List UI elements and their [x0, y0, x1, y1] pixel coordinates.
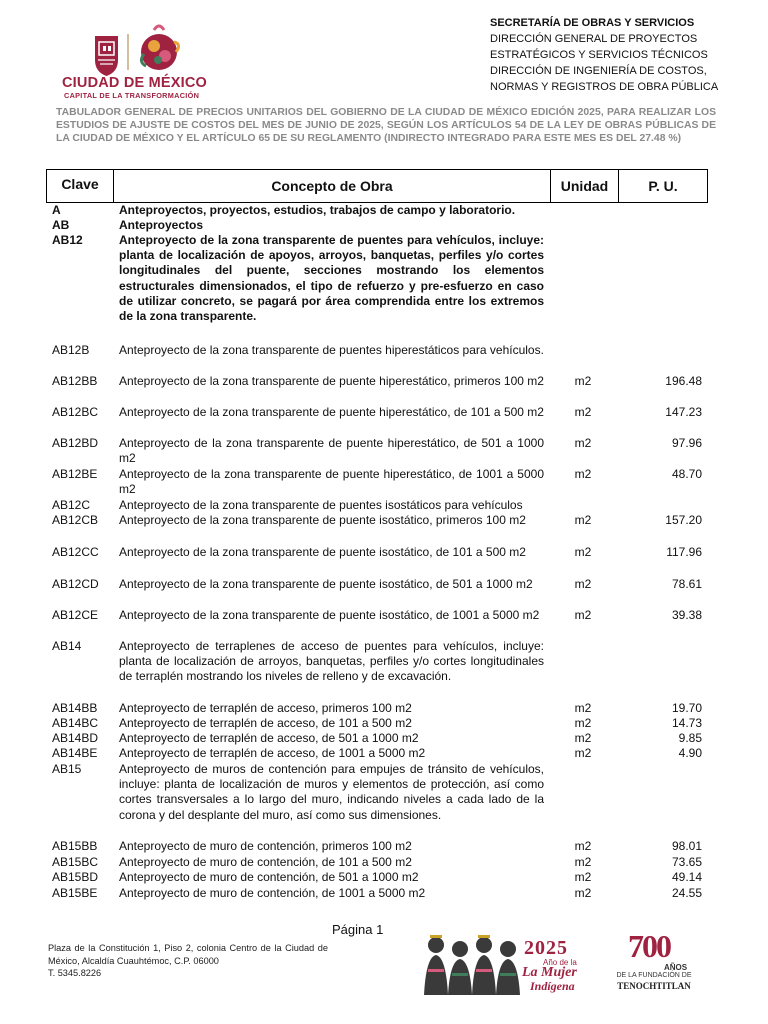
row-pu: 157.20 — [665, 513, 702, 527]
row-clave: AB12BD — [52, 436, 99, 450]
row-concepto: Anteproyectos — [119, 218, 204, 232]
row-unidad: m2 — [574, 545, 592, 559]
row-clave: AB12CB — [52, 513, 99, 527]
row-clave: AB14BB — [52, 701, 98, 715]
row-unidad: m2 — [574, 746, 592, 760]
row-unidad: m2 — [574, 731, 592, 745]
row-concepto: Anteproyecto de muro de contención, de 101 a 500 m2 — [119, 855, 412, 869]
row-unidad: m2 — [574, 886, 592, 900]
column-header-unidad: Unidad — [551, 170, 619, 202]
row-clave: AB14 — [52, 639, 82, 653]
row-pu: 78.61 — [671, 577, 702, 591]
tenochtitlan-name: TENOCHTITLAN — [617, 981, 691, 991]
row-pu: 147.23 — [665, 405, 702, 419]
row-concepto: Anteproyecto de la zona transparente de puente isostático, de 501 a 1000 m2 — [119, 577, 533, 591]
row-clave: AB12CD — [52, 577, 99, 591]
row-concepto: Anteproyecto de muro de contención, primeros 100 m2 — [119, 839, 412, 853]
row-pu: 14.73 — [671, 716, 702, 730]
row-unidad: m2 — [574, 467, 592, 481]
row-pu: 196.48 — [665, 374, 702, 388]
logo-2025-indigena: Indígena — [530, 979, 575, 993]
row-clave: AB12CC — [52, 545, 99, 559]
row-clave: AB14BD — [52, 731, 99, 745]
row-clave: AB12B — [52, 343, 90, 357]
row-unidad: m2 — [574, 608, 592, 622]
row-clave: AB15BB — [52, 839, 98, 853]
row-concepto: Anteproyecto de muro de contención, de 1001 a 5000 m2 — [119, 886, 426, 900]
page-number: Página 1 — [332, 922, 384, 937]
row-concepto: Anteproyecto de terraplén de acceso, primeros 100 m2 — [119, 701, 412, 715]
row-concepto: Anteproyecto de la zona transparente de puentes para vehículos, incluye: planta de localización de apoyos, arroyos, banquetas, perfiles y/o cortes longitudinales del puente, secciones mostrando los elementos estructurales dimensionados, el tipo de refuerzo y pre-esfuerzo en caso de utilizar concreto, se pagará por área comprendida entre los extremos de la zona transparente. — [119, 233, 544, 324]
tenochtitlan-fundacion: DE LA FUNDACIÓN DE — [616, 972, 692, 979]
logo-2025-mujer: La Mujer — [522, 965, 577, 980]
row-clave: AB15 — [52, 762, 82, 776]
logo-tagline: CAPITAL DE LA TRANSFORMACIÓN — [64, 91, 200, 100]
row-unidad: m2 — [574, 513, 592, 527]
phone-text: T. 5345.8226 — [48, 968, 102, 978]
row-clave: AB12 — [52, 233, 83, 247]
row-unidad: m2 — [574, 436, 592, 450]
row-pu: 19.70 — [671, 701, 702, 715]
row-concepto: Anteproyecto de terraplenes de acceso de puentes para vehículos, incluye: planta de localización de arroyos, banquetas, perfiles y/o cortes longitudinales de terraplén mostrando los niveles de relleno y de excavación. — [119, 639, 544, 684]
row-pu: 49.14 — [671, 870, 702, 884]
row-pu: 73.65 — [671, 855, 702, 869]
row-clave: AB14BC — [52, 716, 99, 730]
row-clave: AB12BE — [52, 467, 98, 481]
row-unidad: m2 — [574, 701, 592, 715]
row-clave: AB15BC — [52, 855, 99, 869]
row-concepto: Anteproyecto de la zona transparente de puente hiperestático, primeros 100 m2 — [119, 374, 544, 388]
row-pu: 97.96 — [671, 436, 702, 450]
row-concepto: Anteproyecto de terraplén de acceso, de 101 a 500 m2 — [119, 716, 412, 730]
tenochtitlan-700-number: 700 — [628, 928, 670, 964]
logo-2025-ano: Año de la — [543, 958, 577, 967]
row-concepto: Anteproyecto de terraplén de acceso, de 1001 a 5000 m2 — [119, 746, 426, 760]
indigenous-women-illustration — [418, 925, 530, 995]
row-clave: AB — [52, 218, 70, 232]
row-pu: 9.85 — [678, 731, 702, 745]
header-line: DIRECCIÓN DE INGENIERÍA DE COSTOS, — [490, 65, 707, 77]
row-concepto: Anteproyecto de la zona transparente de puente isostático, de 1001 a 5000 m2 — [119, 608, 540, 622]
row-pu: 98.01 — [671, 839, 702, 853]
row-concepto: Anteproyecto de muros de contención para empujes de tránsito de vehículos, incluye: planta de localización de muros y elementos de protección, así como cortes transversales a lo largo del muro, indicando niveles a cada lado de la corona y del desplante del muro, así como sus dimensiones. — [119, 762, 544, 822]
row-unidad: m2 — [574, 374, 592, 388]
row-unidad: m2 — [574, 870, 592, 884]
row-concepto: Anteproyecto de la zona transparente de puentes isostáticos para vehículos — [119, 498, 523, 512]
header-line: NORMAS Y REGISTROS DE OBRA PÚBLICA — [490, 81, 719, 93]
header-line: DIRECCIÓN GENERAL DE PROYECTOS — [490, 33, 698, 45]
address-text: Plaza de la Constitución 1, Piso 2, colonia Centro de la Ciudad de México, Alcaldía Cuauhtémoc, C.P. 06000 — [48, 943, 328, 966]
row-unidad: m2 — [574, 716, 592, 730]
row-unidad: m2 — [574, 577, 592, 591]
row-pu: 48.70 — [671, 467, 702, 481]
row-clave: AB15BD — [52, 870, 99, 884]
secretaria-title: SECRETARÍA DE OBRAS Y SERVICIOS — [490, 17, 695, 29]
row-pu: 39.38 — [671, 608, 702, 622]
row-clave: AB12C — [52, 498, 91, 512]
row-concepto: Anteproyecto de la zona transparente de puente hiperestático, de 101 a 500 m2 — [119, 405, 544, 419]
row-concepto: Anteproyecto de la zona transparente de puente hiperestático, de 501 a 1000 m2 — [119, 436, 544, 466]
column-header-pu: P. U. — [648, 178, 678, 194]
row-clave: AB15BE — [52, 886, 98, 900]
row-concepto: Anteproyectos, proyectos, estudios, trabajos de campo y laboratorio. — [119, 203, 516, 217]
row-clave: AB12BB — [52, 374, 98, 388]
row-concepto: Anteproyecto de la zona transparente de puente isostático, primeros 100 m2 — [119, 513, 526, 527]
row-pu: 117.96 — [666, 545, 702, 559]
row-unidad: m2 — [574, 839, 592, 853]
header-line: ESTRATÉGICOS Y SERVICIOS TÉCNICOS — [490, 49, 708, 61]
row-concepto: Anteproyecto de terraplén de acceso, de 501 a 1000 m2 — [119, 731, 419, 745]
row-unidad: m2 — [574, 855, 592, 869]
row-clave: AB14BE — [52, 746, 98, 760]
logo-name: CIUDAD DE MÉXICO — [62, 75, 207, 91]
row-clave: AB12CE — [52, 608, 99, 622]
row-pu: 4.90 — [678, 746, 702, 760]
column-header-concepto: Concepto de Obra — [114, 170, 551, 202]
logo-2025-year: 2025 — [524, 937, 568, 959]
row-clave: A — [52, 203, 61, 217]
row-pu: 24.55 — [671, 886, 702, 900]
row-concepto: Anteproyecto de muro de contención, de 501 a 1000 m2 — [119, 870, 419, 884]
row-concepto: Anteproyecto de la zona transparente de puente hiperestático, de 1001 a 5000 m2 — [119, 467, 544, 497]
document-intro: TABULADOR GENERAL DE PRECIOS UNITARIOS DEL GOBIERNO DE LA CIUDAD DE MÉXICO EDICIÓN 2025, PARA REALIZAR LOS ESTUDIOS DE AJUSTE DE COSTOS DEL MES DE JUNIO DE 2025, SEGÚN LOS ARTÍCULOS 54 DE LA LEY DE OBRAS PÚBLICAS DE LA CIUDAD DE MÉXICO Y EL ARTÍCULO 65 DE SU REGLAMENTO (INDIRECTO INTEGRADO PARA ESTE MES ES DEL 27.48 %) — [56, 107, 716, 144]
row-unidad: m2 — [574, 405, 592, 419]
row-concepto: Anteproyecto de la zona transparente de puentes hiperestáticos para vehículos. — [119, 343, 544, 357]
row-concepto: Anteproyecto de la zona transparente de puente isostático, de 101 a 500 m2 — [119, 545, 526, 559]
tenochtitlan-anos: AÑOS — [664, 963, 688, 972]
footer-address — [48, 942, 328, 980]
column-header-clave: Clave — [47, 170, 114, 202]
row-clave: AB12BC — [52, 405, 99, 419]
